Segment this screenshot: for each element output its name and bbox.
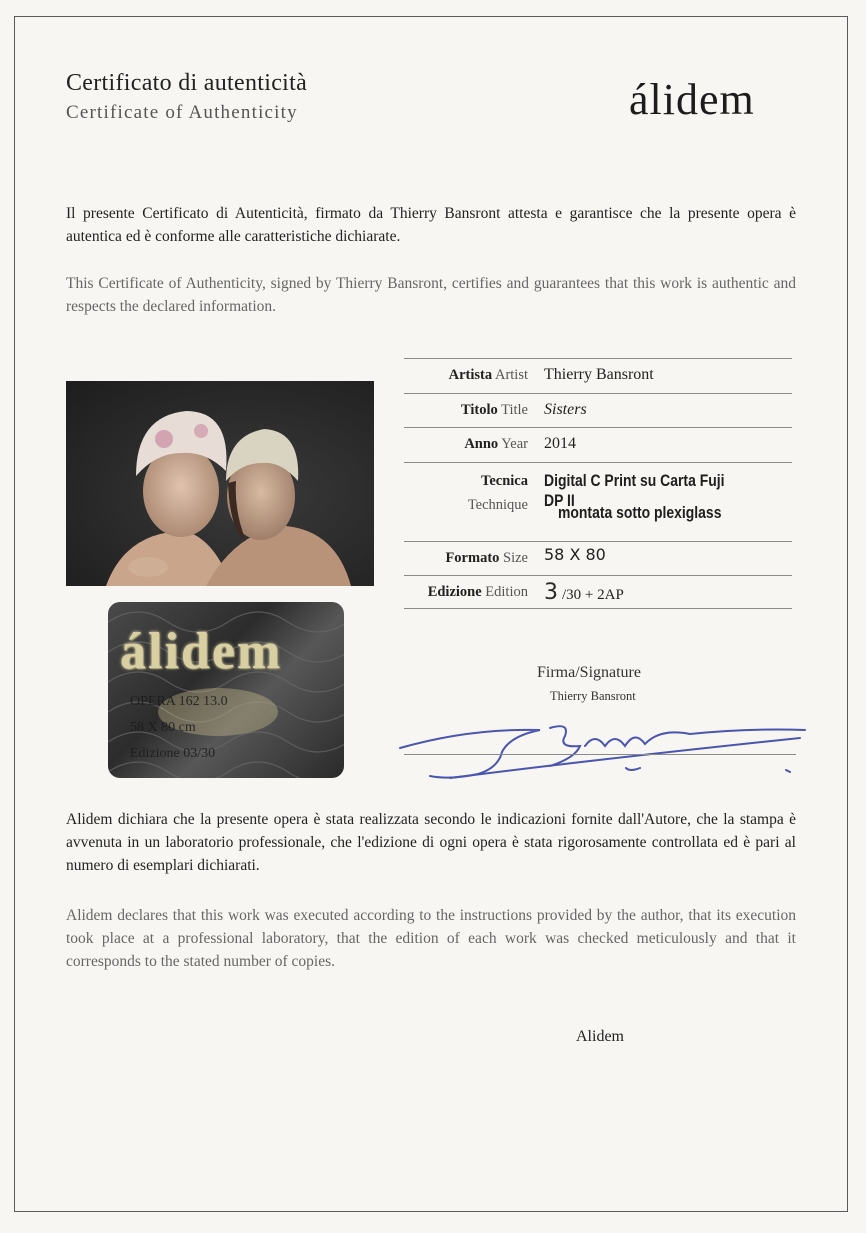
technique-label-it: Tecnica [481,473,528,489]
edition-label-en: Edition [485,584,528,600]
edition-suffix: /30 + 2AP [562,587,624,603]
size-label-it: Formato [445,550,500,566]
issuer-name: Alidem [576,1028,624,1045]
artist-label-it: Artista [448,367,493,383]
hologram-line: OPERA 162 13.0 [130,694,228,709]
artist-label-en: Artist [494,367,528,383]
declaration-paragraph-italian: Alidem dichiara che la presente opera è stata realizzata secondo le indicazioni fornite dall'Autore, che la stampa è avvenuta in un laboratorio professionale, che l'edizione di ogni opera è stata rigorosamente controllata ed è pari al numero di esemplari dichiarati. [66,811,796,874]
edition-label-it: Edizione [427,584,482,600]
title-label-it: Titolo [460,402,498,418]
detail-row-edition [404,575,792,609]
detail-row-size [404,541,792,575]
technique-value-line2: montata sotto plexiglass [558,503,722,522]
hologram-line: Edizione 03/30 [130,746,216,761]
size-label-en: Size [503,550,528,566]
artwork-details-table [404,358,792,609]
signature-label: Firma/Signature [537,664,641,681]
signature-line [404,754,796,755]
technique-label-en: Technique [467,497,528,513]
signature-printed-name: Thierry Bansront [550,689,636,703]
detail-row-year [404,427,792,462]
handwritten-signature [390,708,810,788]
alidem-logo: álidem [629,75,755,124]
declaration-paragraph-english: Alidem declares that this work was executed according to the instructions provided by the author, that its execution took place at a professional laboratory, that the edition of each work was checked meticulously and that it corresponds to the stated number of copies. [66,907,796,970]
hologram-seal [108,602,344,778]
detail-row-title [404,393,792,427]
size-value: 58 X 80 [544,545,606,564]
year-label-it: Anno [464,436,499,452]
artwork-illustration [66,381,374,586]
artwork-photo [66,381,374,586]
technique-value-line1: Digital C Print su Carta Fuji DP II [544,471,725,510]
hologram-line: 58 X 80 cm [130,720,196,735]
edition-number: 3 [544,580,558,605]
intro-paragraph-english: This Certificate of Authenticity, signed by Thierry Bansront, certifies and guarantees that this work is authentic and respects the declared information. [66,275,796,315]
detail-row-technique [404,462,792,541]
certificate-title-english: Certificate of Authenticity [66,102,298,123]
intro-paragraph-italian: Il presente Certificato di Autenticità, firmato da Thierry Bansront attesta e garantisce che la presente opera è autentica ed è conforme alle caratteristiche dichiarate. [66,205,796,245]
year-value: 2014 [544,435,576,452]
title-label-en: Title [501,402,528,418]
artist-value: Thierry Bansront [544,366,654,383]
title-value: Sisters [544,401,587,418]
hologram-logo: álidem [120,623,283,680]
detail-row-artist [404,358,792,393]
year-label-en: Year [501,436,528,452]
certificate-title-italian: Certificato di autenticità [66,70,308,96]
